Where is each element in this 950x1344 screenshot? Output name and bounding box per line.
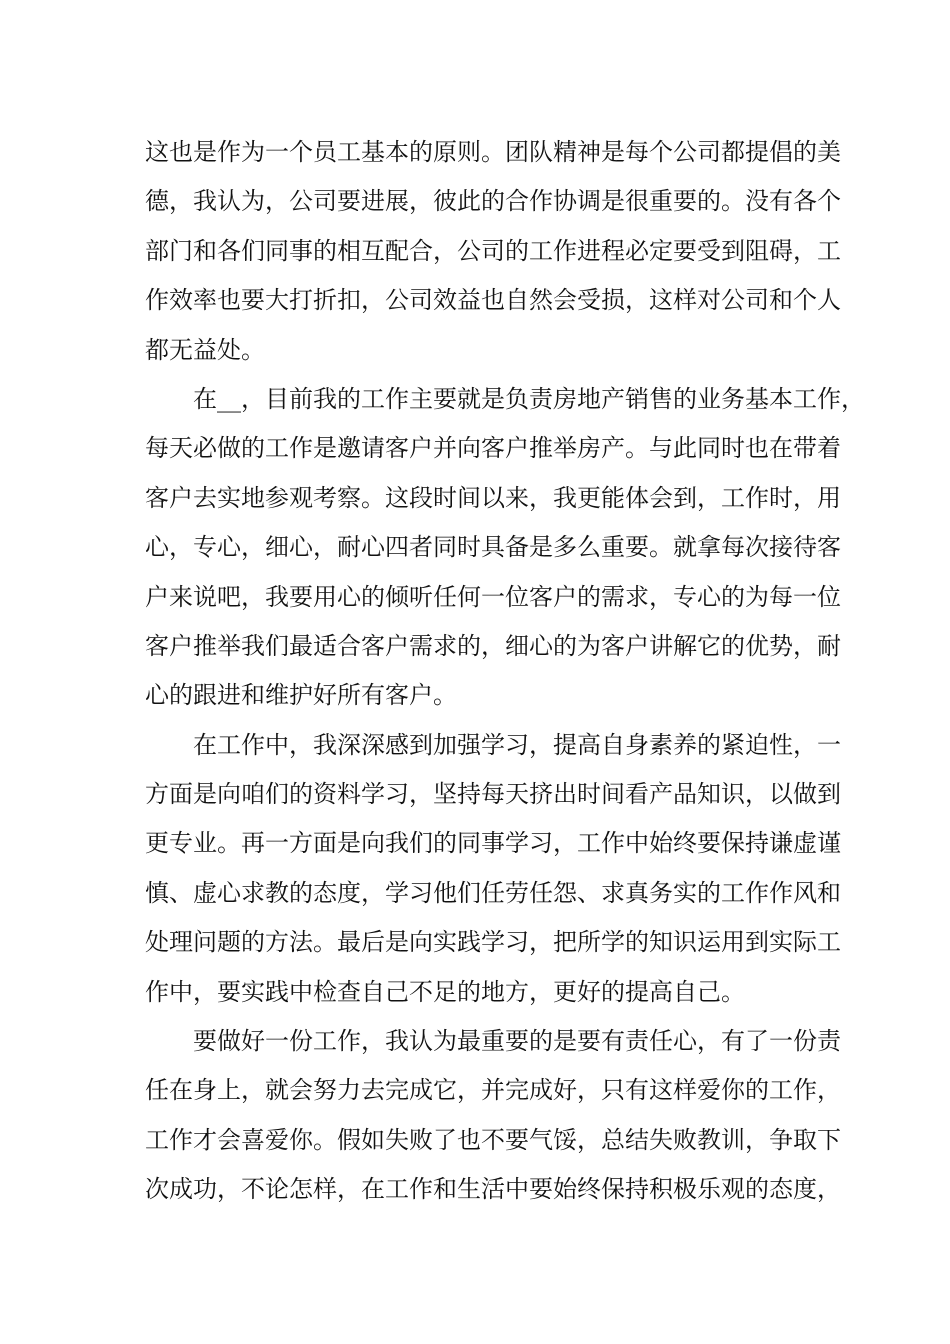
text-line: 方面是向咱们的资料学习，坚持每天挤出时间看产品知识，以做到 bbox=[145, 780, 841, 809]
text-line: 心，专心，细心，耐心四者同时具备是多么重要。就拿每次接待客 bbox=[145, 533, 841, 562]
document-body bbox=[145, 128, 865, 1215]
paragraph-4 bbox=[145, 1017, 841, 1215]
text-line: 都无益处。 bbox=[145, 335, 265, 364]
text-line: 要做好一份工作，我认为最重要的是要有责任心，有了一份责 bbox=[193, 1027, 841, 1056]
text-line: 客户推举我们最适合客户需求的，细心的为客户讲解它的优势，耐 bbox=[145, 631, 841, 660]
text-line: 工作才会喜爱你。假如失败了也不要气馁，总结失败教训，争取下 bbox=[145, 1125, 841, 1154]
text-line: 心的跟进和维护好所有客户。 bbox=[145, 681, 457, 710]
text-line: 户来说吧，我要用心的倾听任何一位客户的需求，专心的为每一位 bbox=[145, 582, 841, 611]
text-line: 每天必做的工作是邀请客户并向客户推举房产。与此同时也在带着 bbox=[145, 434, 841, 463]
text-line: 客户去实地参观考察。这段时间以来，我更能体会到，工作时，用 bbox=[145, 483, 841, 512]
paragraph-1 bbox=[145, 128, 841, 375]
text-line: 次成功，不论怎样，在工作和生活中要始终保持积极乐观的态度， bbox=[145, 1175, 841, 1204]
paragraph-3 bbox=[145, 721, 841, 1017]
text-line: 在工作中，我深深感到加强学习，提高自身素养的紧迫性，一 bbox=[193, 730, 841, 759]
text-line: 作效率也要大打折扣，公司效益也自然会受损，这样对公司和个人 bbox=[145, 286, 841, 315]
text-line: 这也是作为一个员工基本的原则。团队精神是每个公司都提倡的美 bbox=[145, 138, 841, 166]
text-line: 更专业。再一方面是向我们的同事学习，工作中始终要保持谦虚谨 bbox=[145, 829, 841, 858]
text-line: 部门和各们同事的相互配合，公司的工作进程必定要受到阻碍，工 bbox=[145, 236, 841, 265]
paragraph-2 bbox=[145, 375, 865, 721]
text-line: 慎、虚心求教的态度，学习他们任劳任怨、求真务实的工作作风和 bbox=[145, 878, 841, 907]
text-line: 作中，要实践中检查自己不足的地方，更好的提高自己。 bbox=[145, 977, 745, 1006]
text-line: 在__，目前我的工作主要就是负责房地产销售的业务基本工作， bbox=[193, 384, 865, 413]
text-line: 任在身上，就会努力去完成它，并完成好，只有这样爱你的工作， bbox=[145, 1076, 841, 1105]
text-line: 德，我认为，公司要进展，彼此的合作协调是很重要的。没有各个 bbox=[145, 187, 841, 216]
text-line: 处理问题的方法。最后是向实践学习，把所学的知识运用到实际工 bbox=[145, 928, 841, 957]
